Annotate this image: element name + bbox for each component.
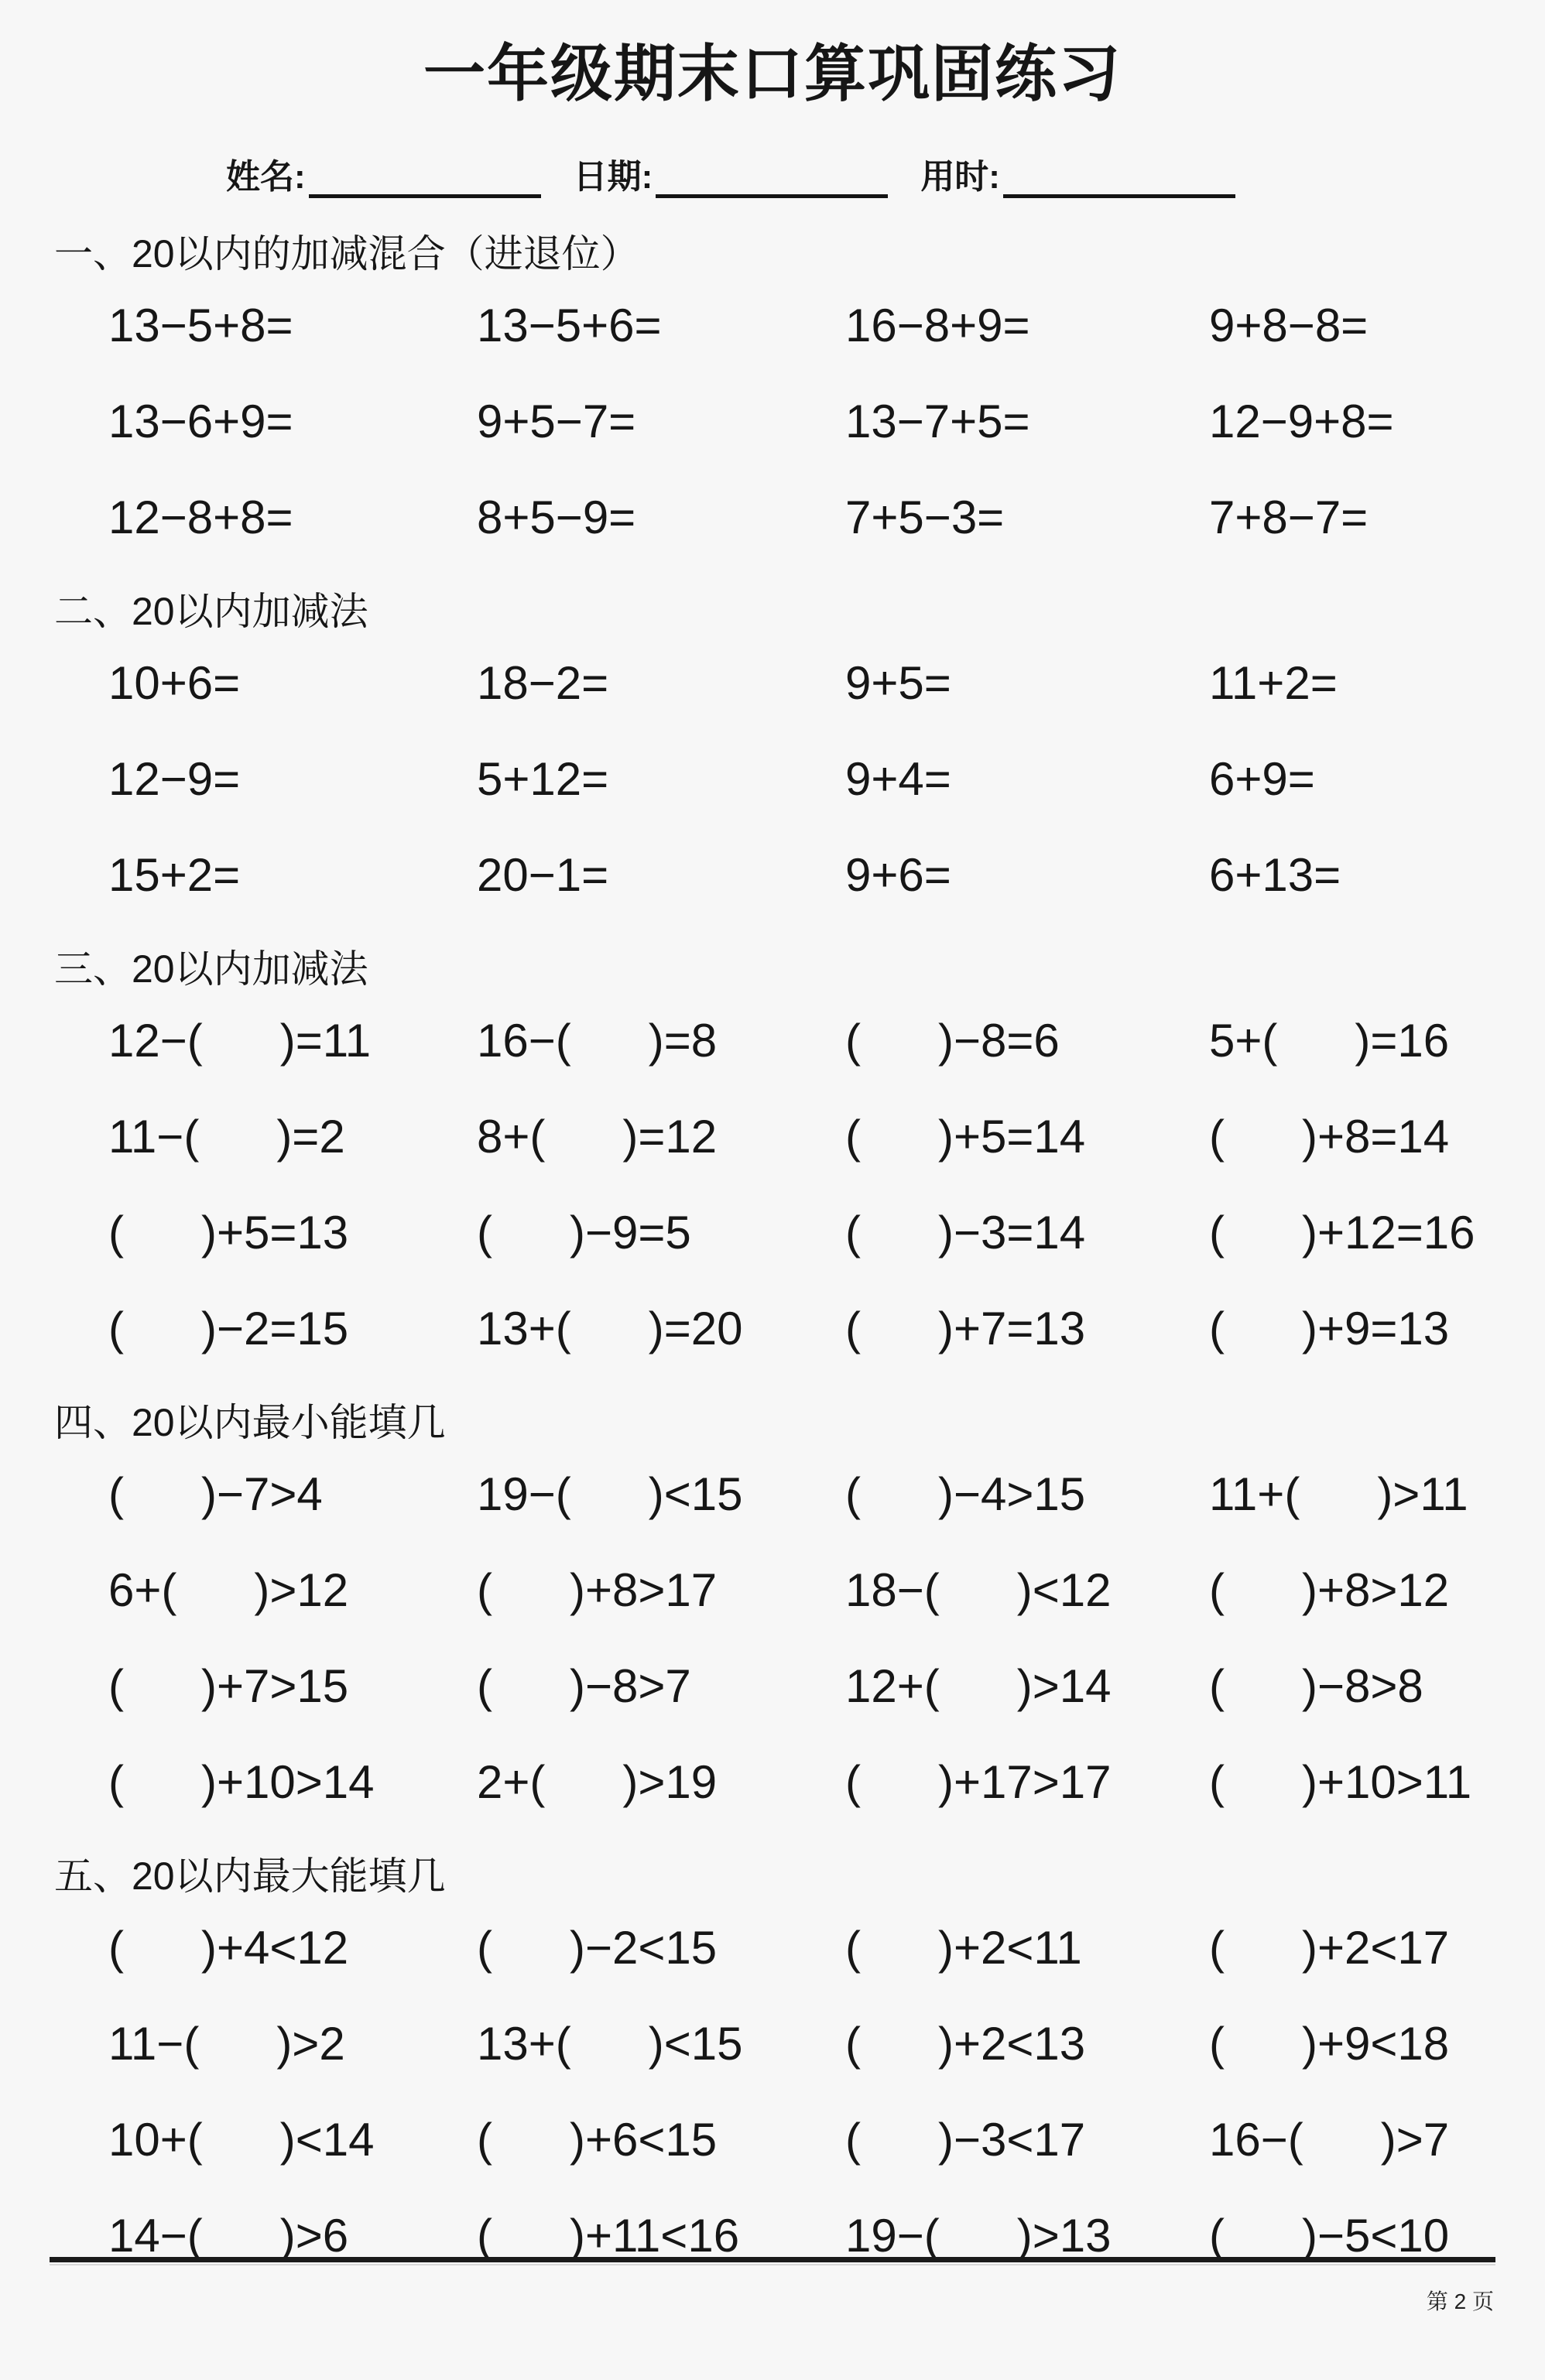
problem: 6+( )>12: [108, 1564, 349, 1616]
problem: 18−2=: [477, 657, 609, 709]
problem-row: [0, 2019, 1545, 2070]
problem: 12−9+8=: [1209, 396, 1394, 447]
problem: 12+( )>14: [845, 1660, 1112, 1712]
header-fields: [0, 149, 1545, 198]
problem-row: [0, 1207, 1545, 1258]
problem: ( )+12=16: [1209, 1207, 1475, 1258]
problem: 13−5+8=: [108, 300, 293, 351]
section-heading: 三、20以内加减法: [54, 947, 368, 991]
footer-divider: [50, 2257, 1495, 2265]
problem-row: [0, 1661, 1545, 1712]
name-blank-line: [309, 160, 541, 198]
problem: 19−( )>13: [845, 2210, 1112, 2262]
problem: 18−( )<12: [845, 1564, 1112, 1616]
name-label: 姓名:: [226, 158, 306, 196]
problem: 14−( )>6: [108, 2210, 349, 2262]
problem: ( )+2<17: [1209, 1922, 1450, 1974]
problem: 16−( )=8: [477, 1015, 718, 1067]
problem: ( )+4<12: [108, 1922, 349, 1974]
problem: ( )−4>15: [845, 1468, 1086, 1520]
problem-row: [0, 1565, 1545, 1616]
page-title: 一年级期末口算巩固练习: [423, 39, 1122, 108]
problem-row: [0, 658, 1545, 709]
problem-row: [0, 1757, 1545, 1808]
problem: 13−6+9=: [108, 396, 293, 447]
problem: 20−1=: [477, 849, 609, 901]
problem: ( )+6<15: [477, 2114, 718, 2166]
problem: ( )−3=14: [845, 1207, 1086, 1258]
problem: 2+( )>19: [477, 1756, 718, 1808]
problem: ( )−8>7: [477, 1660, 691, 1712]
problem: 5+12=: [477, 753, 609, 805]
problem: ( )+8>12: [1209, 1564, 1450, 1616]
date-blank-line: [656, 160, 888, 198]
problem: ( )+10>14: [108, 1756, 375, 1808]
problem: 19−( )<15: [477, 1468, 743, 1520]
problem: 9+5=: [845, 657, 951, 709]
problem: 6+9=: [1209, 753, 1315, 805]
problem: 9+6=: [845, 849, 951, 901]
problem: ( )+8>17: [477, 1564, 718, 1616]
problem: 8+5−9=: [477, 491, 636, 543]
problem: ( )+11<16: [477, 2210, 740, 2262]
problem: ( )−8=6: [845, 1015, 1060, 1067]
problem: ( )+7>15: [108, 1660, 349, 1712]
problem: 5+( )=16: [1209, 1015, 1450, 1067]
problem: 11−( )=2: [108, 1111, 345, 1163]
problem: ( )−2=15: [108, 1303, 349, 1354]
problem-row: [0, 1923, 1545, 1974]
problem: 6+13=: [1209, 849, 1341, 901]
problem: ( )+7=13: [845, 1303, 1086, 1354]
problem: 9+5−7=: [477, 396, 636, 447]
page-number: 第 2 页: [1426, 2289, 1494, 2313]
time-blank-line: [1003, 160, 1235, 198]
problem: 13−7+5=: [845, 396, 1030, 447]
problem-row: [0, 492, 1545, 543]
problem-row: [0, 1469, 1545, 1520]
problem: 16−8+9=: [845, 300, 1030, 351]
problem: 7+8−7=: [1209, 491, 1369, 543]
problem: ( )+2<13: [845, 2018, 1086, 2070]
problem-row: [0, 396, 1545, 447]
problem: ( )−9=5: [477, 1207, 691, 1258]
problem: 9+4=: [845, 753, 951, 805]
problem: 13+( )=20: [477, 1303, 743, 1354]
problem: 12−( )=11: [108, 1015, 372, 1067]
problem: ( )−7>4: [108, 1468, 323, 1520]
problem: ( )+17>17: [845, 1756, 1112, 1808]
problem-row: [0, 1015, 1545, 1067]
problem: 9+8−8=: [1209, 300, 1369, 351]
date-label: 日期:: [573, 158, 653, 196]
problem: ( )+2<11: [845, 1922, 1082, 1974]
section-heading: 一、20以内的加减混合（进退位）: [54, 232, 639, 276]
section-heading: 五、20以内最大能填几: [54, 1854, 446, 1898]
problem: 11−( )>2: [108, 2018, 345, 2070]
time-label: 用时:: [920, 158, 1000, 196]
problem: ( )+5=13: [108, 1207, 349, 1258]
problem: ( )+10>11: [1209, 1756, 1472, 1808]
section-heading: 二、20以内加减法: [54, 590, 368, 633]
problem: ( )+8=14: [1209, 1111, 1450, 1163]
problem-row: [0, 1111, 1545, 1163]
problem-row: [0, 2115, 1545, 2166]
problem: ( )−5<10: [1209, 2210, 1450, 2262]
problem: 10+( )<14: [108, 2114, 375, 2166]
problem: 15+2=: [108, 849, 241, 901]
problem: ( )−3<17: [845, 2114, 1086, 2166]
problem: 10+6=: [108, 657, 241, 709]
problem-row: [0, 850, 1545, 901]
problem: ( )+5=14: [845, 1111, 1086, 1163]
problem-row: [0, 1303, 1545, 1354]
problem: ( )−2<15: [477, 1922, 718, 1974]
problem: 8+( )=12: [477, 1111, 718, 1163]
section-heading: 四、20以内最小能填几: [54, 1401, 446, 1444]
problem: 12−8+8=: [108, 491, 293, 543]
problem-row: [0, 754, 1545, 805]
problem: ( )+9=13: [1209, 1303, 1450, 1354]
problem-row: [0, 300, 1545, 351]
problem: 11+2=: [1209, 657, 1338, 709]
problem: 11+( )>11: [1209, 1468, 1468, 1520]
problem: 7+5−3=: [845, 491, 1005, 543]
problem-row: [0, 2210, 1545, 2262]
problem: 16−( )>7: [1209, 2114, 1450, 2166]
problem: 13+( )<15: [477, 2018, 743, 2070]
problem: 13−5+6=: [477, 300, 662, 351]
problem: 12−9=: [108, 753, 241, 805]
problem: ( )−8>8: [1209, 1660, 1423, 1712]
problem: ( )+9<18: [1209, 2018, 1450, 2070]
sections: [0, 231, 1545, 2262]
